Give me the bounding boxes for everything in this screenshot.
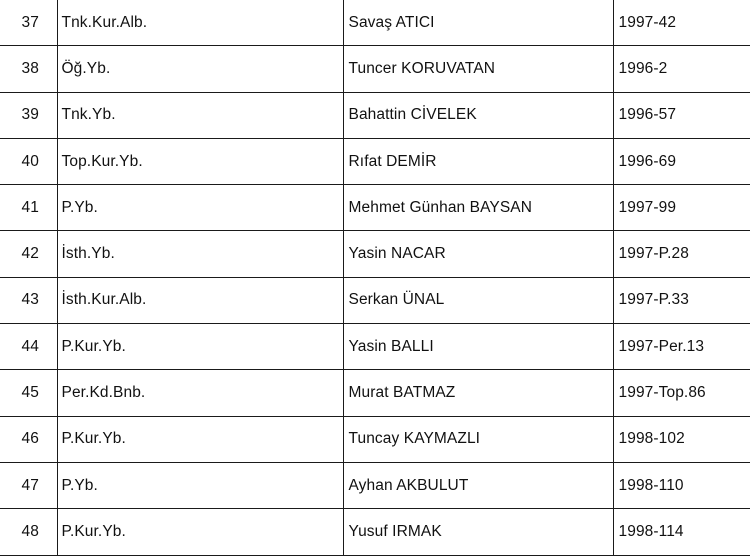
registry-code-cell: 1997-42: [613, 0, 750, 46]
row-number: 47: [0, 462, 57, 508]
rank-cell: Tnk.Kur.Alb.: [57, 0, 343, 46]
registry-code-cell: 1997-99: [613, 185, 750, 231]
table-row: [0, 416, 750, 462]
row-number: 38: [0, 46, 57, 92]
person-name-cell: Yusuf IRMAK: [343, 509, 613, 555]
person-name-cell: Savaş ATICI: [343, 0, 613, 46]
person-name-cell: Bahattin CİVELEK: [343, 92, 613, 138]
registry-code-cell: 1998-110: [613, 462, 750, 508]
rank-cell: P.Yb.: [57, 185, 343, 231]
table-row: [0, 92, 750, 138]
rank-cell: P.Kur.Yb.: [57, 324, 343, 370]
rank-cell: İsth.Yb.: [57, 231, 343, 277]
rank-cell: P.Yb.: [57, 462, 343, 508]
row-number: 46: [0, 416, 57, 462]
row-number: 43: [0, 277, 57, 323]
registry-code-cell: 1997-P.28: [613, 231, 750, 277]
person-name-cell: Yasin NACAR: [343, 231, 613, 277]
person-name-cell: Yasin BALLI: [343, 324, 613, 370]
registry-code-cell: 1997-Per.13: [613, 324, 750, 370]
registry-code-cell: 1996-69: [613, 138, 750, 184]
rank-cell: İsth.Kur.Alb.: [57, 277, 343, 323]
table-row: [0, 46, 750, 92]
registry-code-cell: 1998-102: [613, 416, 750, 462]
rank-cell: Per.Kd.Bnb.: [57, 370, 343, 416]
registry-code-cell: 1997-P.33: [613, 277, 750, 323]
person-name-cell: Ayhan AKBULUT: [343, 462, 613, 508]
person-name-cell: Tuncer KORUVATAN: [343, 46, 613, 92]
row-number: 41: [0, 185, 57, 231]
person-name-cell: Mehmet Günhan BAYSAN: [343, 185, 613, 231]
row-number: 45: [0, 370, 57, 416]
person-name-cell: Tuncay KAYMAZLI: [343, 416, 613, 462]
table-row: [0, 185, 750, 231]
row-number: 48: [0, 509, 57, 555]
rank-cell: Top.Kur.Yb.: [57, 138, 343, 184]
registry-code-cell: 1998-114: [613, 509, 750, 555]
table-row: [0, 231, 750, 277]
table-row: [0, 370, 750, 416]
row-number: 37: [0, 0, 57, 46]
row-number: 44: [0, 324, 57, 370]
person-name-cell: Murat BATMAZ: [343, 370, 613, 416]
table-row: [0, 0, 750, 46]
rank-cell: Tnk.Yb.: [57, 92, 343, 138]
registry-code-cell: 1996-57: [613, 92, 750, 138]
row-number: 42: [0, 231, 57, 277]
row-number: 39: [0, 92, 57, 138]
rank-cell: P.Kur.Yb.: [57, 416, 343, 462]
table-row: [0, 138, 750, 184]
table-row: [0, 462, 750, 508]
rank-cell: Öğ.Yb.: [57, 46, 343, 92]
table-row: [0, 324, 750, 370]
registry-code-cell: 1996-2: [613, 46, 750, 92]
table-row: [0, 509, 750, 555]
rank-cell: P.Kur.Yb.: [57, 509, 343, 555]
person-name-cell: Serkan ÜNAL: [343, 277, 613, 323]
registry-code-cell: 1997-Top.86: [613, 370, 750, 416]
person-name-cell: Rıfat DEMİR: [343, 138, 613, 184]
row-number: 40: [0, 138, 57, 184]
table-row: [0, 277, 750, 323]
